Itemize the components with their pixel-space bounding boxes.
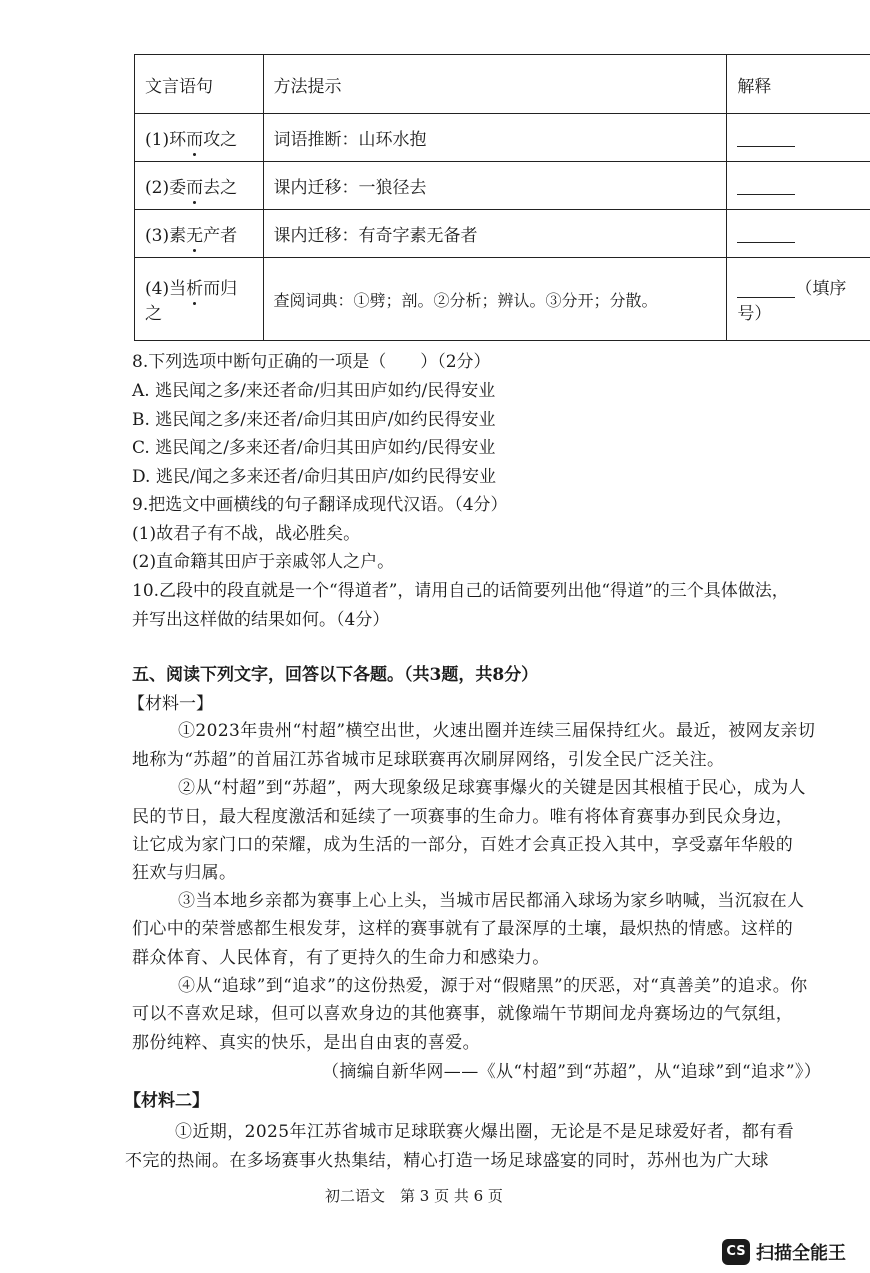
answer-blank-cell: （填序 号）: [727, 258, 870, 341]
material-1-line: ①2023年贵州“村超”横空出世，火速出圈并连续三届保持红火。最近，被网友亲切: [178, 721, 816, 741]
material-1-source: （摘编自新华网——《从“村超”到“苏超”，从“追球”到“追求”》）: [322, 1062, 822, 1082]
table-row: [135, 210, 870, 258]
material-1-line: 狂欢与归属。: [132, 863, 237, 883]
vocab-table: [134, 54, 870, 341]
header-method: 方法提示: [263, 55, 727, 114]
question-8: 8.下列选项中断句正确的一项是（ ）（2分）: [132, 352, 491, 372]
material-1-line: 们心中的荣誉感都生根发芽，这样的赛事就有了最深厚的土壤，最炽热的情感。这样的: [132, 919, 794, 939]
material-1-line: ②从“村超”到“苏超”，两大现象级足球赛事爆火的关键是因其根植于民心，成为人: [178, 778, 806, 798]
material-1-line: ③当本地乡亲都为赛事上心上头，当城市居民都涌入球场为家乡呐喊，当沉寂在人: [178, 891, 805, 911]
hint-cell: 课内迁移：有奇字素无备者: [263, 210, 727, 258]
material-1-line: 那份纯粹、真实的快乐，是出自由衷的喜爱。: [132, 1033, 480, 1053]
material-1-line: 地称为“苏超”的首届江苏省城市足球联赛再次刷屏网络，引发全民广泛关注。: [132, 750, 725, 770]
answer-blank[interactable]: [737, 128, 795, 147]
table-row: [135, 258, 870, 341]
table-row: [135, 114, 870, 162]
answer-blank-cell: [727, 210, 870, 258]
question-9: 9.把选文中画横线的句子翻译成现代汉语。（4分）: [132, 495, 508, 515]
material-1-line: ④从“追球”到“追求”的这份热爱，源于对“假赌黑”的厌恶，对“真善美”的追求。你: [178, 976, 808, 996]
table-row: [135, 162, 870, 210]
hint-cell: 词语推断：山环水抱: [263, 114, 727, 162]
header-explanation: 解释: [727, 55, 870, 114]
material-1-line: 群众体育、人民体育，有了更持久的生命力和感染力。: [132, 948, 550, 968]
option-b: B. 逃民闻之多/来还者/命归其田庐/如约民得安业: [132, 410, 496, 430]
material-2-label: 【材料二】: [124, 1091, 209, 1111]
sentence-cell: (4)当析而归之: [135, 258, 264, 341]
option-d: D. 逃民/闻之多来还者/命归其田庐/如约民得安业: [132, 467, 497, 487]
material-1-label: 【材料一】: [128, 694, 213, 714]
page-footer: 初二语文 第 3 页 共 6 页: [325, 1187, 503, 1205]
answer-blank[interactable]: [737, 279, 795, 298]
camscanner-logo-icon: CS: [722, 1239, 750, 1265]
hint-cell: 查阅词典：①劈；剖。②分析；辨认。③分开；分散。: [263, 258, 727, 341]
question-9-item-1: (1)故君子有不战，战必胜矣。: [132, 524, 361, 544]
material-1-line: 让它成为家门口的荣耀，成为生活的一部分，百姓才会真正投入其中，享受嘉年华般的: [132, 835, 794, 855]
section-5-title: 五、阅读下列文字，回答以下各题。（共3题，共8分）: [132, 665, 539, 685]
material-2-line: 不完的热闹。在多场赛事火热集结，精心打造一场足球盛宴的同时，苏州也为广大球: [125, 1151, 769, 1171]
material-2-line: ①近期，2025年江苏省城市足球联赛火爆出圈，无论是不是足球爱好者，都有看: [175, 1122, 795, 1142]
table-header-row: [135, 55, 870, 114]
answer-blank[interactable]: [737, 176, 795, 195]
sentence-cell: (3)素无产者: [135, 210, 264, 258]
material-1-line: 可以不喜欢足球，但可以喜欢身边的其他赛事，就像端午节期间龙舟赛场边的气氛组，: [132, 1004, 794, 1024]
sentence-cell: (1)环而攻之: [135, 114, 264, 162]
header-sentence: 文言语句: [135, 55, 264, 114]
material-1-line: 民的节日，最大程度激活和延续了一项赛事的生命力。唯有将体育赛事办到民众身边，: [132, 807, 794, 827]
question-9-item-2: (2)直命籍其田庐于亲戚邻人之户。: [132, 552, 395, 572]
option-c: C. 逃民闻之/多来还者/命归其田庐如约/民得安业: [132, 438, 496, 458]
question-10-line-2: 并写出这样做的结果如何。（4分）: [132, 610, 390, 630]
hint-cell: 课内迁移：一狼径去: [263, 162, 727, 210]
camscanner-watermark-text: 扫描全能王: [756, 1243, 846, 1264]
answer-blank-cell: [727, 114, 870, 162]
answer-blank[interactable]: [737, 224, 795, 243]
sentence-cell: (2)委而去之: [135, 162, 264, 210]
option-a: A. 逃民闻之多/来还者命/归其田庐如约/民得安业: [132, 381, 496, 401]
answer-blank-cell: [727, 162, 870, 210]
question-10-line-1: 10.乙段中的段直就是一个“得道者”，请用自己的话简要列出他“得道”的三个具体做法，: [132, 581, 789, 601]
